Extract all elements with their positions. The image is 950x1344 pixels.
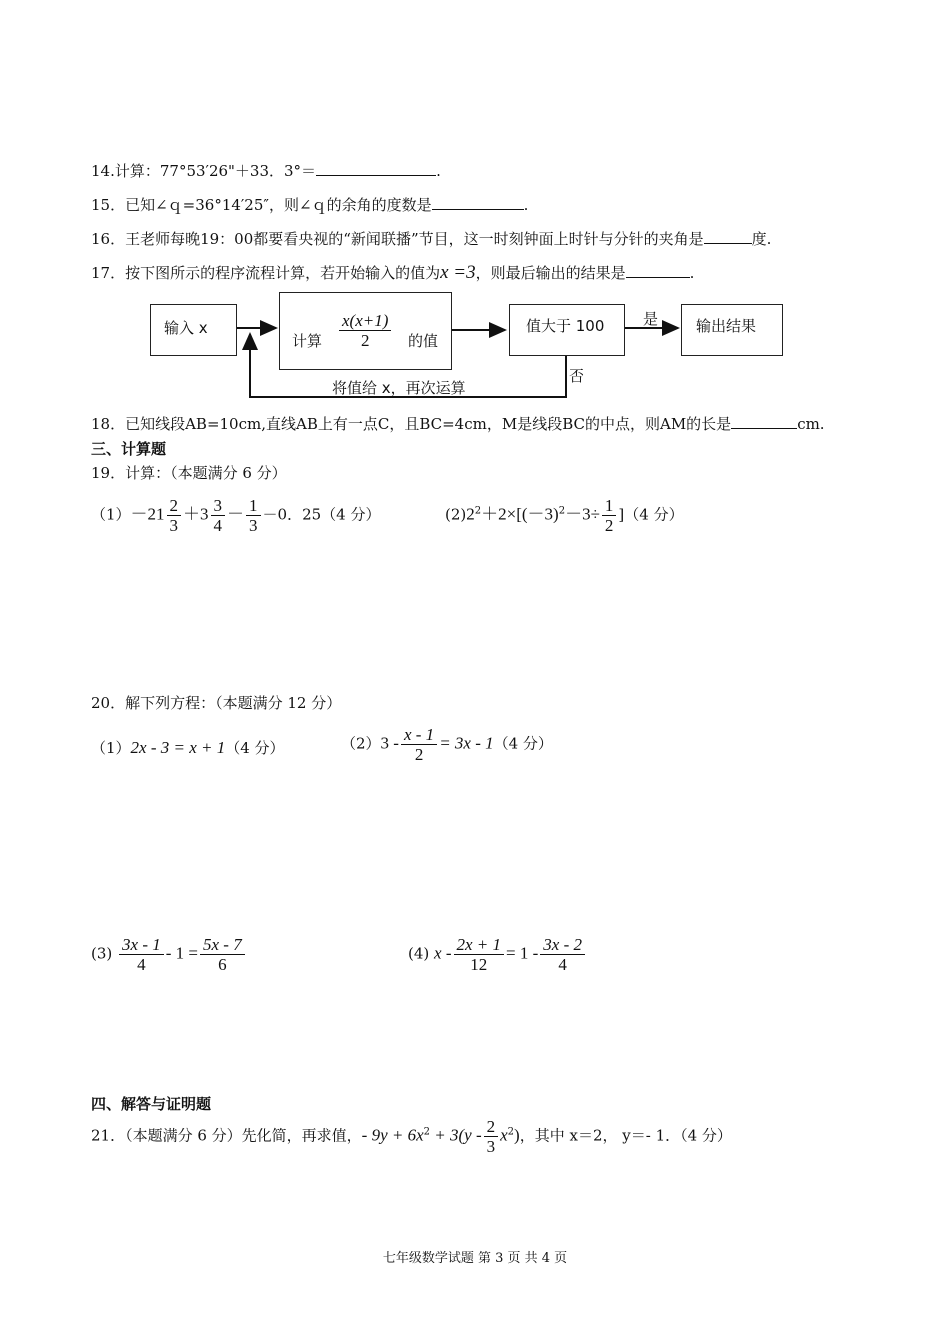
q19-part-1: （1）－21 $\frac{2}{3}$ ＋3 $\frac{3}{4}$ － $\frac{1}{3}$ －0．25（4 分） — [91, 496, 381, 535]
flow-output-box: 输出结果 — [681, 304, 783, 356]
q20-part-3: (3) $\frac{3x - 1}{4}$ - 1 = $\frac{5x - 7}{6}$ — [91, 935, 247, 974]
section-3-title: 三、计算题 — [91, 440, 167, 458]
flow-yes-label: 是 — [643, 310, 659, 328]
q18-text: 已知线段AB=10cm,直线AB上有一点C，且BC=4cm，M是线段BC的中点，则AM的长是 — [125, 415, 732, 433]
question-15: 15．已知∠ｑ=36°14′25″，则∠ｑ的余角的度数是 . — [91, 196, 529, 214]
q14-number: 14. — [91, 162, 115, 180]
flow-no-label: 否 — [569, 367, 585, 385]
q16-text: 王老师每晚19：00都要看央视的“新闻联播”节目，这一时刻钟面上时针与分针的夹角是 — [125, 230, 704, 248]
flow-loop-label: 将值给 x，再次运算 — [332, 379, 466, 397]
flow-input-box: 输入 x — [150, 304, 237, 356]
question-21: 21．（本题满分 6 分）先化简，再求值，- $9y + 6x^2 + 3(y$ - $\frac{2}{3}$ $x^2$)，其中 x＝2， y＝- 1．（4 分） — [91, 1117, 732, 1156]
q20-part-4: (4) x - $\frac{2x + 1}{12}$ = 1 - $\frac{3x - 2}{4}$ — [408, 935, 587, 974]
q19-part-2: $(2)2^2+2\times[(-3)^2-3\div$ $\frac{1}{2}$ ]（4 分） — [445, 496, 684, 535]
flowchart-arrows — [0, 0, 950, 420]
q17-text: 按下图所示的程序流程计算，若开始输入的值为 — [125, 264, 441, 282]
q18-answer-blank[interactable] — [731, 414, 797, 429]
question-16: 16．王老师每晚19：00都要看央视的“新闻联播”节目，这一时刻钟面上时针与分针的夹角是 度. — [91, 230, 772, 248]
q20-part-2: （2）3 - $\frac{x - 1}{2}$ = 3x - 1（4 分） — [341, 725, 553, 764]
section-4-title: 四、解答与证明题 — [91, 1095, 212, 1113]
q14-text: 计算：77°53′26"＋33．3°＝ — [114, 162, 317, 180]
q15-text: 已知∠ｑ=36°14′25″，则∠ｑ的余角的度数是 — [125, 196, 432, 214]
question-19-title: 19．计算：（本题满分 6 分） — [91, 464, 287, 482]
question-20-title: 20．解下列方程：（本题满分 12 分） — [91, 694, 342, 712]
question-17: 17．按下图所示的程序流程计算，若开始输入的值为x =3，则最后输出的结果是 . — [91, 262, 695, 283]
flow-calc-fraction: $\frac{x(x+1)}{2}$ — [339, 311, 391, 350]
question-14: 14.计算：77°53′26"＋33．3°＝ . — [91, 162, 441, 180]
page-footer: 七年级数学试题 第 3 页 共 4 页 — [382, 1251, 568, 1266]
question-18: 18．已知线段AB=10cm,直线AB上有一点C，且BC=4cm，M是线段BC的中点，则AM的长是 cm. — [91, 415, 825, 433]
flow-calc-box: 计算 $\frac{x(x+1)}{2}$ 的值 — [279, 292, 452, 370]
q17-condition: x =3 — [440, 262, 476, 283]
q20-part-1: （1）2x - 3 = x + 1（4 分） — [91, 738, 285, 757]
flow-decision-box: 值大于 100 — [509, 304, 625, 356]
